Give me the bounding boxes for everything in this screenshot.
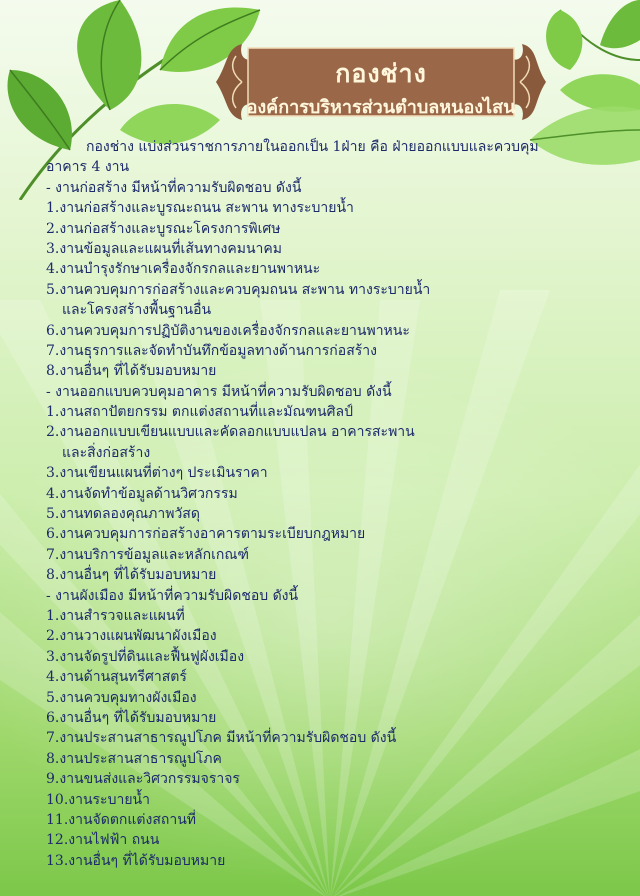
intro-line-1: กองช่าง แบ่งส่วนราชการภายในออกเป็น 1ฝ่าย คือ ฝ่ายออกแบบและควบคุม — [86, 139, 539, 155]
list-item-number: 8. — [46, 750, 60, 767]
list-item-number: 7. — [46, 546, 60, 563]
list-item-text: งานประสานสาธารณูปโภค มีหน้าที่ความรับผิดชอบ ดังนี้ — [59, 730, 397, 747]
section-heading: - งานก่อสร้าง มีหน้าที่ความรับผิดชอบ ดังนี้ — [46, 179, 302, 196]
list-item-text: งานก่อสร้างและบูรณะถนน สะพาน ทางระบายน้ำ — [59, 200, 354, 217]
list-item-text: งานสำรวจและแผนที่ — [59, 607, 185, 624]
list-item — [46, 626, 626, 646]
list-item — [46, 219, 626, 239]
document-body — [46, 137, 626, 871]
list-item — [46, 321, 626, 341]
list-item-number: 8. — [46, 567, 60, 584]
list-item — [46, 830, 626, 850]
list-item-text: งานระบายน้ำ — [68, 791, 150, 808]
list-item-text: งานควบคุมการปฏิบัติงานของเครื่องจักรกลและยานพาหนะ — [59, 322, 410, 339]
list-item — [46, 810, 626, 830]
list-item — [46, 280, 626, 300]
list-item-number: 8. — [46, 363, 60, 380]
list-item — [46, 749, 626, 769]
list-item-text: งานธุรการและจัดทำบันทึกข้อมูลทางด้านการก่อสร้าง — [59, 342, 377, 359]
list-item-number: 2. — [46, 628, 60, 645]
list-item-text: งานวางแผนพัฒนาผังเมือง — [59, 628, 217, 645]
list-item-continuation: และโครงสร้างพื้นฐานอื่น — [62, 302, 212, 319]
list-item-number: 6. — [46, 709, 60, 726]
list-item — [46, 259, 626, 279]
list-item-number: 6. — [46, 526, 60, 543]
list-item-text: งานสถาปัตยกรรม ตกแต่งสถานที่และมัณฑนศิลป์ — [59, 404, 353, 421]
list-item-number: 2. — [46, 424, 60, 441]
list-item-text: งานควบคุมการก่อสร้างและควบคุมถนน สะพาน ทางระบายน้ำ — [59, 281, 431, 298]
list-item-number: 3. — [46, 648, 60, 665]
list-item-text: งานก่อสร้างและบูรณะโครงการพิเศษ — [59, 220, 281, 237]
list-item — [46, 198, 626, 218]
list-item-number: 5. — [46, 506, 60, 523]
list-item — [46, 239, 626, 259]
list-item-text: งานข้อมูลและแผนที่เส้นทางคมนาคม — [59, 240, 283, 257]
list-item-text: งานจัดทำข้อมูลด้านวิศวกรรม — [59, 485, 238, 502]
list-item-text: งานบริการข้อมูลและหลักเกณฑ์ — [59, 546, 249, 563]
list-item — [46, 463, 626, 483]
list-item-text: งานด้านสุนทรีศาสตร์ — [59, 669, 187, 686]
sections-list — [46, 178, 626, 871]
list-item — [46, 728, 626, 748]
list-item-text: งานจัดตกแต่งสถานที่ — [68, 811, 197, 828]
list-item-number: 6. — [46, 322, 60, 339]
list-item — [46, 769, 626, 789]
section-heading: - งานออกแบบควบคุมอาคาร มีหน้าที่ความรับผิดชอบ ดังนี้ — [46, 383, 392, 400]
page-subtitle: องค์การบริหารส่วนตำบลหนองไสน — [246, 97, 516, 118]
list-item-continuation: และสิ่งก่อสร้าง — [62, 444, 151, 461]
list-item — [46, 688, 626, 708]
page-title: กองช่าง — [335, 59, 427, 88]
list-item-number: 2. — [46, 220, 60, 237]
section-heading: - งานผังเมือง มีหน้าที่ความรับผิดชอบ ดังนี้ — [46, 587, 299, 604]
list-item-number: 4. — [46, 261, 60, 278]
list-item-number: 5. — [46, 689, 60, 706]
intro-line-2: อาคาร 4 งาน — [46, 159, 130, 176]
list-item-text: งานอื่นๆ ที่ได้รับมอบหมาย — [59, 709, 217, 726]
list-item — [46, 606, 626, 626]
list-item — [46, 524, 626, 544]
list-item — [46, 422, 626, 442]
list-item-text: งานขนส่งและวิศวกรรมจราจร — [59, 771, 240, 788]
list-item-text: งานออกแบบเขียนแบบและคัดลอกแบบแปลน อาคารสะพาน — [59, 424, 415, 441]
list-item-text: งานอื่นๆ ที่ได้รับมอบหมาย — [68, 852, 226, 869]
list-item-number: 12. — [46, 832, 69, 849]
list-item-number: 9. — [46, 771, 60, 788]
list-item-number: 10. — [46, 791, 69, 808]
list-item-number: 13. — [46, 852, 69, 869]
list-item — [46, 708, 626, 728]
list-item-text: งานบำรุงรักษาเครื่องจักรกลและยานพาหนะ — [59, 261, 321, 278]
list-item — [46, 851, 626, 871]
list-item-text: งานประสานสาธารณูปโภค — [59, 750, 222, 767]
list-item — [46, 647, 626, 667]
list-item-text: งานทดลองคุณภาพวัสดุ — [59, 506, 200, 523]
list-item-number: 7. — [46, 730, 60, 747]
list-item-number: 1. — [46, 200, 60, 217]
list-item — [46, 790, 626, 810]
list-item-text: งานควบคุมการก่อสร้างอาคารตามระเบียบกฎหมาย — [59, 526, 366, 543]
list-item-number: 5. — [46, 281, 60, 298]
list-item-text: งานควบคุมทางผังเมือง — [59, 689, 197, 706]
header-banner — [208, 34, 554, 130]
list-item — [46, 504, 626, 524]
list-item-number: 3. — [46, 465, 60, 482]
list-item-number: 1. — [46, 607, 60, 624]
list-item-number: 11. — [46, 811, 69, 828]
list-item — [46, 545, 626, 565]
list-item-text: งานอื่นๆ ที่ได้รับมอบหมาย — [59, 363, 217, 380]
list-item — [46, 341, 626, 361]
list-item-text: งานจัดรูปที่ดินและฟื้นฟูผังเมือง — [59, 648, 245, 665]
list-item-text: งานไฟฟ้า ถนน — [68, 832, 160, 849]
list-item — [46, 565, 626, 585]
list-item-number: 4. — [46, 485, 60, 502]
list-item-number: 7. — [46, 342, 60, 359]
list-item — [46, 667, 626, 687]
list-item — [46, 484, 626, 504]
list-item-text: งานเขียนแผนที่ต่างๆ ประเมินราคา — [59, 465, 268, 482]
list-item-number: 4. — [46, 669, 60, 686]
list-item-number: 1. — [46, 404, 60, 421]
list-item — [46, 361, 626, 381]
list-item-number: 3. — [46, 240, 60, 257]
list-item-text: งานอื่นๆ ที่ได้รับมอบหมาย — [59, 567, 217, 584]
list-item — [46, 402, 626, 422]
